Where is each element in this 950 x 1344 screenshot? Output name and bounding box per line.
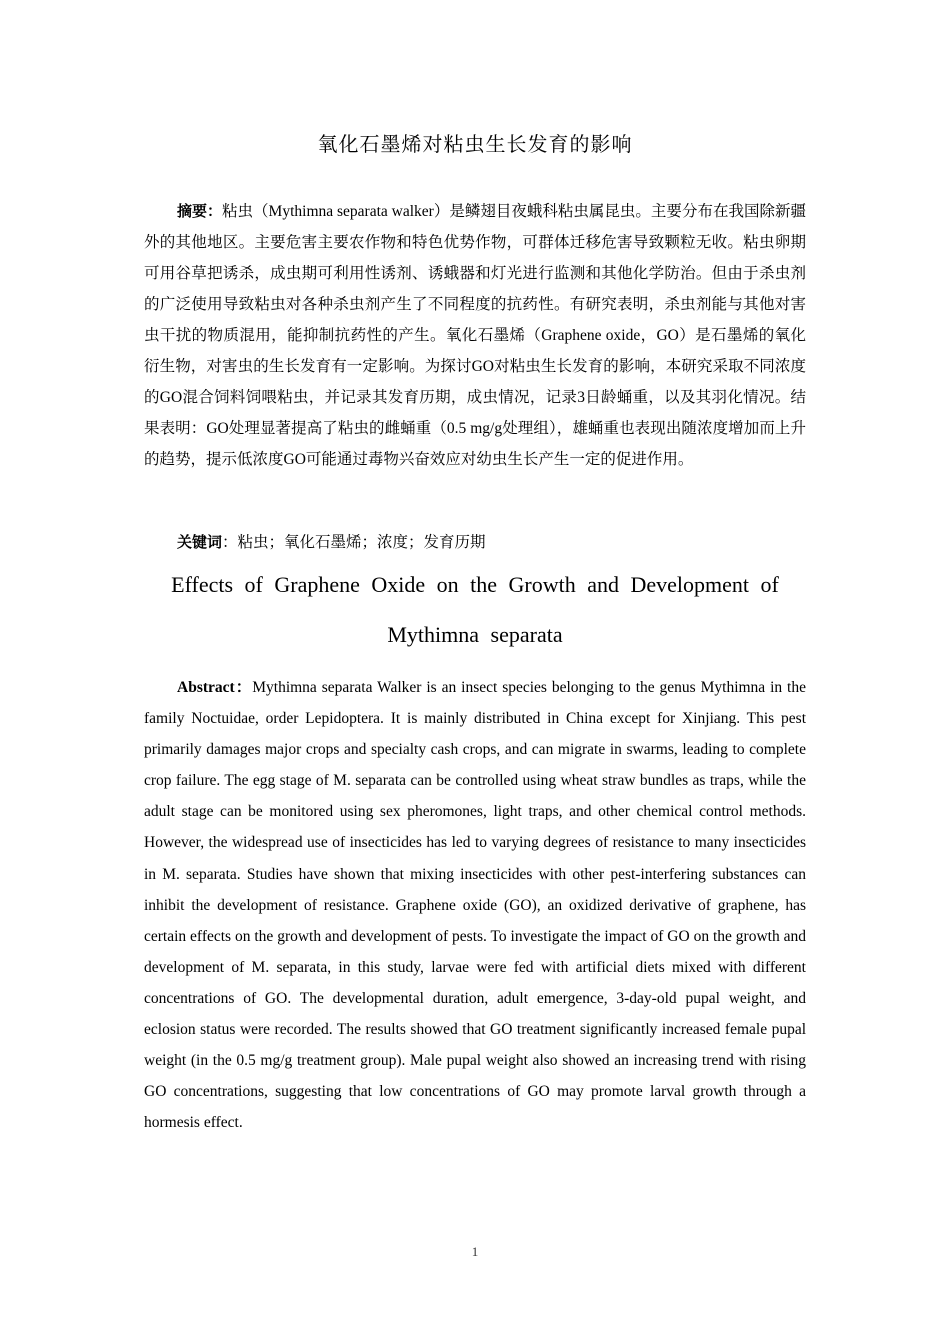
- chinese-abstract-label: 摘要：: [177, 202, 223, 220]
- chinese-abstract: [144, 196, 806, 475]
- chinese-keywords-text: ：粘虫；氧化石墨烯；浓度；发育历期: [222, 534, 486, 551]
- english-title-line-1: Effects of Graphene Oxide on the Growth and Development of: [171, 572, 779, 597]
- chinese-abstract-text: 粘虫（Mythimna separata walker）是鳞翅目夜蛾科粘虫属昆虫。主要分布在我国除新疆外的其他地区。主要危害主要农作物和特色优势作物，可群体迁移危害导致颗粒无收。粘虫卵期可用谷草把诱杀，成虫期可利用性诱剂、诱蛾器和灯光进行监测和其他化学防治。但由于杀虫剂的广泛使用导致粘虫对各种杀虫剂产生了不同程度的抗药性。有研究表明，杀虫剂能与其他对害虫干扰的物质混用，能抑制抗药性的产生。氧化石墨烯（Graphene oxide，GO）是石墨烯的氧化衍生物，对害虫的生长发育有一定影响。为探讨GO对粘虫生长发育的影响，本研究采取不同浓度的GO混合饲料饲喂粘虫，并记录其发育历期，成虫情况，记录3日龄蛹重，以及其羽化情况。结果表明：GO处理显著提高了粘虫的雌蛹重（0.5 mg/g处理组），雄蛹重也表现出随浓度增加而上升的趋势，提示低浓度GO可能通过毒物兴奋效应对幼虫生长产生一定的促进作用。: [144, 203, 806, 468]
- english-abstract-label: Abstract：: [177, 679, 253, 696]
- english-abstract-text: Mythimna separata Walker is an insect species belonging to the genus Mythimna in the family Noctuidae, order Lepidoptera. It is mainly distributed in China except for Xinjiang. This pest primarily damages major crops and specialty cash crops, and can migrate in swarms, leading to complete crop failure. The egg stage of M. separata can be controlled using wheat straw bundles as traps, while the adult stage can be monitored using sex pheromones, light traps, and other chemical control methods. However, the widespread use of insecticides has led to varying degrees of resistance to many insecticides in M. separata. Studies have shown that mixing insecticides with other pest-interfering substances can inhibit the development of resistance. Graphene oxide (GO), an oxidized derivative of graphene, has certain effects on the growth and development of pests. To investigate the impact of GO on the growth and development of M. separata, in this study, larvae were fed with artificial diets mixed with different concentrations of GO. The developmental duration, adult emergence, 3-day-old pupal weight, and eclosion status were recorded. The results showed that GO treatment significantly increased female pupal weight (in the 0.5 mg/g treatment group). Male pupal weight also showed an increasing trend with rising GO concentrations, suggesting that low concentrations of GO may promote larval growth through a hormesis effect.: [144, 679, 806, 1132]
- page-number: 1: [471, 1244, 479, 1259]
- chinese-keywords-label: 关键词: [177, 533, 223, 551]
- english-title: [150, 560, 800, 660]
- english-abstract: [144, 672, 806, 1138]
- english-title-line-2: Mythimna separata: [387, 622, 563, 647]
- chinese-title: 氧化石墨烯对粘虫生长发育的影响: [317, 132, 633, 156]
- chinese-keywords: [144, 528, 806, 557]
